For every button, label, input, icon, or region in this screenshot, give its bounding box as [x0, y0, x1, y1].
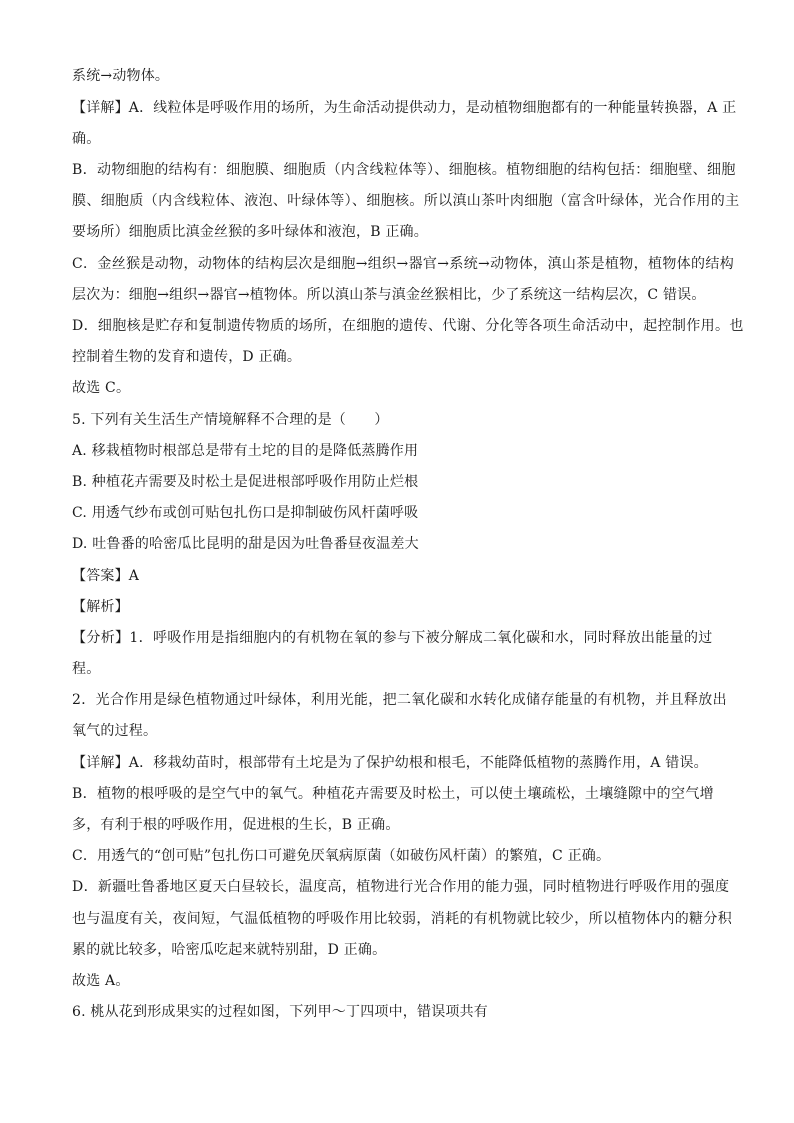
text-line: 故选 A。 [72, 973, 130, 989]
text-line: 程。 [72, 661, 101, 677]
question-stem: 6. 桃从花到形成果实的过程如图，下列甲～丁四项中，错误项共有 [72, 1004, 489, 1020]
option-b: B. 种植花卉需要及时松土是促进根部呼吸作用防止烂根 [72, 474, 419, 490]
question-stem: 5. 下列有关生活生产情境解释不合理的是（ ） [72, 412, 389, 428]
option-a: A. 移栽植物时根部总是带有土坨的目的是降低蒸腾作用 [72, 443, 419, 459]
option-c: C. 用透气纱布或创可贴包扎伤口是抑制破伤风杆菌呼吸 [72, 505, 419, 521]
text-line: 【详解】A．线粒体是呼吸作用的场所，为生命活动提供动力，是动植物细胞都有的一种能量转换器，A 正 [72, 100, 737, 116]
text-line: 2．光合作用是绿色植物通过叶绿体，利用光能，把二氧化碳和水转化成储存能量的有机物，并且释放出 [72, 692, 728, 708]
text-line: 层次为：细胞→组织→器官→植物体。所以滇山茶与滇金丝猴相比，少了系统这一结构层次，C 错误。 [72, 287, 706, 303]
option-d: D. 吐鲁番的哈密瓜比昆明的甜是因为吐鲁番昼夜温差大 [72, 536, 419, 552]
text-line: 【分析】1．呼吸作用是指细胞内的有机物在氧的参与下被分解成二氧化碳和水，同时释放出能量的过 [72, 630, 713, 646]
text-line: B．动物细胞的结构有：细胞膜、细胞质（内含线粒体等）、细胞核。植物细胞的结构包括：细胞壁、细胞 [72, 162, 736, 178]
text-line: D．新疆吐鲁番地区夏天白昼较长，温度高，植物进行光合作用的能力强，同时植物进行呼吸作用的强度 [72, 879, 730, 895]
answer-label: 【答案】A [72, 568, 140, 584]
text-line: 控制着生物的发育和遗传，D 正确。 [72, 349, 302, 365]
text-line: 膜、细胞质（内含线粒体、液泡、叶绿体等）、细胞核。所以滇山茶叶肉细胞（富含叶绿体，光合作用的主 [72, 193, 740, 209]
text-line: 氧气的过程。 [72, 723, 158, 739]
text-line: B．植物的根呼吸的是空气中的氧气。种植花卉需要及时松土，可以使土壤疏松，土壤缝隙中的空气增 [72, 786, 715, 802]
text-line: 累的就比较多，哈密瓜吃起来就特别甜，D 正确。 [72, 942, 387, 958]
text-line: 故选 C。 [72, 380, 131, 396]
text-line: C．金丝猴是动物，动物体的结构层次是细胞→组织→器官→系统→动物体，滇山茶是植物，植物体的结构 [72, 256, 735, 272]
text-line: 确。 [72, 131, 101, 147]
text-line: C．用透气的“创可贴”包扎伤口可避免厌氧病原菌（如破伤风杆菌）的繁殖，C 正确。 [72, 848, 611, 864]
analysis-label: 【解析】 [72, 599, 129, 615]
text-line: 要场所）细胞质比滇金丝猴的多叶绿体和液泡，B 正确。 [72, 224, 428, 240]
text-line: 系统→动物体。 [72, 68, 170, 84]
text-line: D．细胞核是贮存和复制遗传物质的场所，在细胞的遗传、代谢、分化等各项生命活动中，起控制作用。也 [72, 318, 744, 334]
text-line: 【详解】A．移栽幼苗时，根部带有土坨是为了保护幼根和根毛，不能降低植物的蒸腾作用，A 错误。 [72, 755, 708, 771]
text-line: 也与温度有关，夜间短，气温低植物的呼吸作用比较弱，消耗的有机物就比较少，所以植物体内的糖分积 [72, 911, 733, 927]
text-line: 多，有利于根的呼吸作用，促进根的生长，B 正确。 [72, 817, 400, 833]
